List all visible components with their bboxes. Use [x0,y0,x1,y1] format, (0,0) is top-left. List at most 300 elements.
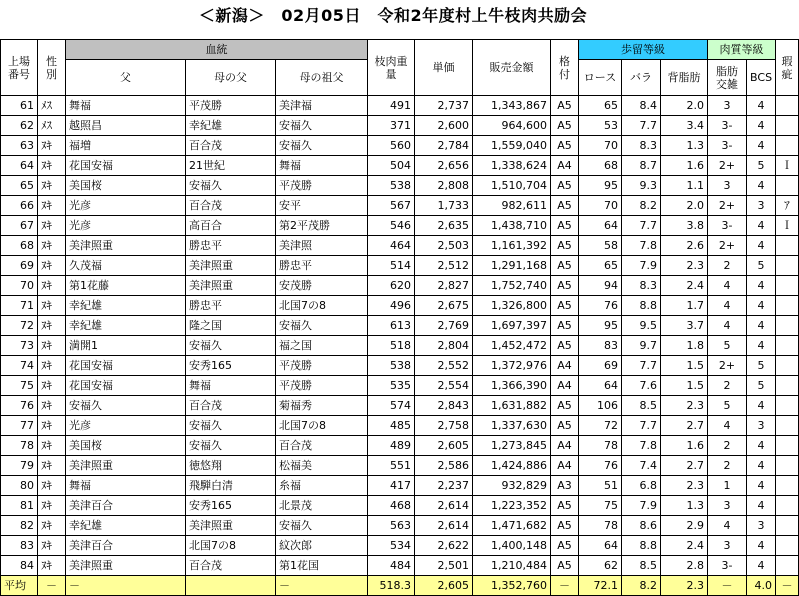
cell-dam-grandsire: 美津福 [276,96,368,116]
cell-rib: 7.9 [622,256,661,276]
cell-grade: A5 [551,116,579,136]
cell-marbling: 2+ [708,356,747,376]
cell-sex: ﾇｷ [38,176,66,196]
cell-defect [776,116,799,136]
cell-dam-grandsire: 平茂勝 [276,356,368,376]
table-row [1,196,799,216]
cell-defect [776,336,799,356]
header-dam-grandsire: 母の祖父 [276,60,368,96]
cell-rib: 8.7 [622,156,661,176]
table-row [1,456,799,476]
cell-unit-price: 1,733 [415,196,473,216]
header-unit-price: 単価 [415,40,473,96]
cell-average-defect: － [776,576,799,596]
cell-sex: ﾇｷ [38,336,66,356]
cell-rib: 7.4 [622,456,661,476]
cell-grade: A5 [551,236,579,256]
cell-lot-no: 77 [1,416,38,436]
cell-sire: 花国安福 [66,356,186,376]
cell-defect [776,356,799,376]
cell-average-unit-price: 2,605 [415,576,473,596]
table-row [1,556,799,576]
table-row [1,336,799,356]
cell-grade: A4 [551,156,579,176]
cell-grade: A5 [551,196,579,216]
header-back-fat: 背脂肪 [661,60,708,96]
cell-sire: 福増 [66,136,186,156]
cell-loin: 76 [579,456,622,476]
cell-loin: 106 [579,396,622,416]
cell-weight: 489 [368,436,415,456]
cell-loin: 76 [579,296,622,316]
cell-marbling: 3- [708,136,747,156]
cell-dam-sire: 幸紀雄 [186,116,276,136]
cell-unit-price: 2,512 [415,256,473,276]
cell-defect [776,316,799,336]
cell-back-fat: 3.8 [661,216,708,236]
cell-defect [776,376,799,396]
cell-unit-price: 2,586 [415,456,473,476]
cell-rib: 8.6 [622,516,661,536]
cell-sire: 舞福 [66,476,186,496]
cell-weight: 546 [368,216,415,236]
cell-loin: 64 [579,536,622,556]
cell-dam-grandsire: 第1花国 [276,556,368,576]
cell-rib: 8.2 [622,196,661,216]
table-row [1,536,799,556]
cell-bcs: 4 [747,316,776,336]
cell-marbling: 4 [708,316,747,336]
table-row [1,156,799,176]
cell-average-grade: － [551,576,579,596]
cell-loin: 95 [579,176,622,196]
cell-bcs: 4 [747,236,776,256]
cell-loin: 53 [579,116,622,136]
table-header [1,40,799,96]
cell-sales-amount: 1,273,845 [473,436,551,456]
cell-bcs: 3 [747,416,776,436]
cell-back-fat: 2.6 [661,236,708,256]
cell-back-fat: 2.4 [661,276,708,296]
cell-bcs: 4 [747,536,776,556]
header-carcass-weight: 枝肉重量 [368,40,415,96]
cell-average-dam-grandsire: － [276,576,368,596]
cell-sex: ﾇｷ [38,436,66,456]
cell-sales-amount: 932,829 [473,476,551,496]
cell-dam-sire: 安福久 [186,176,276,196]
cell-bcs: 4 [747,476,776,496]
cell-grade: A5 [551,556,579,576]
cell-grade: A5 [551,136,579,156]
cell-grade: A4 [551,456,579,476]
table-row [1,376,799,396]
cell-sire: 美国桜 [66,436,186,456]
cell-loin: 69 [579,356,622,376]
cell-unit-price: 2,784 [415,136,473,156]
cell-sex: ﾒｽ [38,116,66,136]
cell-marbling: 2+ [708,156,747,176]
cell-dam-sire: 安福久 [186,336,276,356]
table-row [1,396,799,416]
cell-weight: 538 [368,176,415,196]
table-row [1,216,799,236]
cell-marbling: 3- [708,556,747,576]
cell-lot-no: 83 [1,536,38,556]
cell-dam-sire: 百合茂 [186,396,276,416]
cell-unit-price: 2,737 [415,96,473,116]
cell-lot-no: 71 [1,296,38,316]
cell-back-fat: 2.7 [661,416,708,436]
cell-sales-amount: 1,559,040 [473,136,551,156]
cell-rib: 7.8 [622,236,661,256]
cell-sire: 舞福 [66,96,186,116]
cell-loin: 83 [579,336,622,356]
cell-defect [776,296,799,316]
table-row [1,256,799,276]
cell-average-loin: 72.1 [579,576,622,596]
cell-weight: 491 [368,96,415,116]
cell-back-fat: 3.7 [661,316,708,336]
cell-lot-no: 78 [1,436,38,456]
cell-loin: 70 [579,136,622,156]
cell-loin: 58 [579,236,622,256]
cell-back-fat: 2.0 [661,196,708,216]
cell-dam-grandsire: 安福久 [276,116,368,136]
cell-defect [776,236,799,256]
cell-average-rib: 8.2 [622,576,661,596]
cell-rib: 8.5 [622,396,661,416]
cell-back-fat: 2.3 [661,256,708,276]
cell-loin: 64 [579,376,622,396]
cell-sales-amount: 1,471,682 [473,516,551,536]
cell-defect [776,276,799,296]
cell-dam-sire: 隆之国 [186,316,276,336]
cell-defect: Ｉ [776,156,799,176]
cell-grade: A5 [551,296,579,316]
cell-grade: A5 [551,336,579,356]
cell-loin: 78 [579,516,622,536]
cell-average-marbling: － [708,576,747,596]
header-grade: 格付 [551,40,579,96]
cell-sire: 第1花藤 [66,276,186,296]
header-loin: ロース [579,60,622,96]
header-sire: 父 [66,60,186,96]
cell-lot-no: 74 [1,356,38,376]
cell-loin: 62 [579,556,622,576]
cell-sire: 幸紀雄 [66,296,186,316]
cell-back-fat: 2.3 [661,476,708,496]
cell-sales-amount: 1,338,624 [473,156,551,176]
cell-rib: 7.6 [622,376,661,396]
cell-average-weight: 518.3 [368,576,415,596]
cell-defect [776,496,799,516]
cell-sales-amount: 1,343,867 [473,96,551,116]
cell-defect [776,96,799,116]
cell-average-sex: － [38,576,66,596]
cell-lot-no: 70 [1,276,38,296]
cell-lot-no: 76 [1,396,38,416]
cell-back-fat: 1.1 [661,176,708,196]
cell-back-fat: 2.8 [661,556,708,576]
cell-dam-sire: 美津照重 [186,256,276,276]
cell-loin: 64 [579,216,622,236]
cell-sales-amount: 1,326,800 [473,296,551,316]
cell-unit-price: 2,552 [415,356,473,376]
cell-marbling: 3 [708,496,747,516]
cell-rib: 7.7 [622,116,661,136]
cell-grade: A4 [551,356,579,376]
cell-bcs: 4 [747,276,776,296]
cell-rib: 8.5 [622,556,661,576]
cell-back-fat: 3.4 [661,116,708,136]
cell-sales-amount: 1,223,352 [473,496,551,516]
cell-grade: A5 [551,256,579,276]
table-row [1,276,799,296]
table-row [1,96,799,116]
cell-lot-no: 67 [1,216,38,236]
cell-lot-no: 64 [1,156,38,176]
cell-sex: ﾇｷ [38,296,66,316]
cell-dam-grandsire: 舞福 [276,156,368,176]
cell-weight: 613 [368,316,415,336]
cell-back-fat: 1.6 [661,436,708,456]
cell-dam-grandsire: 平茂勝 [276,176,368,196]
cell-weight: 560 [368,136,415,156]
cell-dam-sire: 美津照重 [186,516,276,536]
cell-rib: 8.8 [622,296,661,316]
cell-weight: 563 [368,516,415,536]
cell-lot-no: 69 [1,256,38,276]
cell-rib: 9.5 [622,316,661,336]
cell-defect [776,516,799,536]
cell-sex: ﾇｷ [38,356,66,376]
cell-dam-sire: 飛騨白清 [186,476,276,496]
cell-sales-amount: 1,510,704 [473,176,551,196]
table-row [1,356,799,376]
table-row [1,296,799,316]
cell-grade: A5 [551,276,579,296]
cell-grade: A5 [551,496,579,516]
table-body [1,96,799,596]
cell-unit-price: 2,237 [415,476,473,496]
cell-marbling: 2 [708,456,747,476]
cell-dam-grandsire: 紋次郎 [276,536,368,556]
cell-bcs: 5 [747,256,776,276]
cell-grade: A5 [551,416,579,436]
cell-defect [776,416,799,436]
cell-sales-amount: 1,452,472 [473,336,551,356]
table-row [1,496,799,516]
cell-dam-grandsire: 糸福 [276,476,368,496]
cell-loin: 65 [579,96,622,116]
cell-marbling: 4 [708,296,747,316]
cell-defect [776,176,799,196]
cell-dam-sire: 高百合 [186,216,276,236]
cell-defect [776,436,799,456]
header-pedigree: 血統 [66,40,368,60]
cell-loin: 68 [579,156,622,176]
cell-sales-amount: 982,611 [473,196,551,216]
cell-defect [776,136,799,156]
cell-weight: 496 [368,296,415,316]
cell-weight: 551 [368,456,415,476]
cell-defect [776,476,799,496]
cell-weight: 534 [368,536,415,556]
cell-sex: ﾇｷ [38,536,66,556]
cell-dam-grandsire: 菊福秀 [276,396,368,416]
cell-bcs: 3 [747,516,776,536]
cell-grade: A5 [551,216,579,236]
table-row [1,136,799,156]
cell-lot-no: 75 [1,376,38,396]
header-meat-grade: 肉質等級 [708,40,776,60]
cell-defect [776,456,799,476]
cell-marbling: 3- [708,216,747,236]
header-sales-amount: 販売金額 [473,40,551,96]
table-row [1,236,799,256]
cell-back-fat: 2.4 [661,536,708,556]
cell-grade: A5 [551,316,579,336]
cell-sire: 花国安福 [66,156,186,176]
cell-weight: 538 [368,356,415,376]
cell-sire: 花国安福 [66,376,186,396]
cell-sex: ﾒｽ [38,96,66,116]
cell-dam-grandsire: 安福久 [276,516,368,536]
cell-marbling: 4 [708,276,747,296]
cell-sales-amount: 1,697,397 [473,316,551,336]
cell-rib: 8.4 [622,96,661,116]
cell-back-fat: 2.0 [661,96,708,116]
cell-grade: A4 [551,436,579,456]
cell-defect [776,256,799,276]
cell-average-label: 平均 [1,576,38,596]
cell-bcs: 4 [747,436,776,456]
cell-sales-amount: 1,161,392 [473,236,551,256]
cell-bcs: 5 [747,356,776,376]
cell-unit-price: 2,600 [415,116,473,136]
cell-lot-no: 80 [1,476,38,496]
cell-rib: 7.7 [622,356,661,376]
cell-rib: 9.7 [622,336,661,356]
cell-sire: 美津照重 [66,556,186,576]
cell-bcs: 4 [747,456,776,476]
cell-bcs: 4 [747,336,776,356]
cell-rib: 7.9 [622,496,661,516]
cell-back-fat: 2.3 [661,396,708,416]
cell-sex: ﾇｷ [38,136,66,156]
cell-grade: A5 [551,536,579,556]
cell-dam-grandsire: 安平 [276,196,368,216]
cell-sales-amount: 1,438,710 [473,216,551,236]
cell-defect: ｱ [776,196,799,216]
cell-unit-price: 2,501 [415,556,473,576]
table-row [1,116,799,136]
cell-sire: 越照昌 [66,116,186,136]
cell-back-fat: 1.8 [661,336,708,356]
cell-dam-sire: 百合茂 [186,196,276,216]
cell-bcs: 5 [747,156,776,176]
cell-sire: 美津照重 [66,456,186,476]
cell-sales-amount: 1,400,148 [473,536,551,556]
cell-back-fat: 1.3 [661,496,708,516]
cell-sex: ﾇｷ [38,556,66,576]
cell-lot-no: 82 [1,516,38,536]
cell-weight: 484 [368,556,415,576]
cell-dam-sire: 21世紀 [186,156,276,176]
cell-sire: 美津百合 [66,496,186,516]
cell-bcs: 5 [747,376,776,396]
cell-dam-grandsire: 百合茂 [276,436,368,456]
cell-bcs: 4 [747,296,776,316]
cell-grade: A4 [551,376,579,396]
cell-lot-no: 68 [1,236,38,256]
cell-grade: A5 [551,96,579,116]
cell-dam-grandsire: 安福久 [276,316,368,336]
cell-bcs: 3 [747,196,776,216]
cell-defect: Ｉ [776,216,799,236]
cell-rib: 9.3 [622,176,661,196]
cell-loin: 70 [579,196,622,216]
cell-rib: 7.7 [622,216,661,236]
cell-lot-no: 73 [1,336,38,356]
cell-sex: ﾇｷ [38,196,66,216]
cell-sex: ﾇｷ [38,396,66,416]
cell-rib: 6.8 [622,476,661,496]
cell-loin: 51 [579,476,622,496]
cell-loin: 72 [579,416,622,436]
cell-marbling: 2 [708,256,747,276]
cell-unit-price: 2,614 [415,516,473,536]
cell-marbling: 2+ [708,196,747,216]
cell-lot-no: 81 [1,496,38,516]
cell-loin: 75 [579,496,622,516]
cell-sex: ﾇｷ [38,376,66,396]
cell-dam-grandsire: 北国7の8 [276,296,368,316]
header-bcs: BCS [747,60,776,96]
cell-dam-sire: 平茂勝 [186,96,276,116]
cell-sire: 幸紀雄 [66,316,186,336]
cell-unit-price: 2,675 [415,296,473,316]
cell-marbling: 3 [708,176,747,196]
cell-average-back-fat: 2.3 [661,576,708,596]
cell-bcs: 4 [747,96,776,116]
cell-sex: ﾇｷ [38,516,66,536]
cell-sex: ﾇｷ [38,216,66,236]
cell-grade: A3 [551,476,579,496]
cell-grade: A5 [551,516,579,536]
header-marbling: 脂肪交雑 [708,60,747,96]
cell-average-sales-amount: 1,352,760 [473,576,551,596]
cell-bcs: 4 [747,116,776,136]
cell-back-fat: 1.3 [661,136,708,156]
cell-sales-amount: 1,372,976 [473,356,551,376]
header-sex: 性別 [38,40,66,96]
cell-sire: 満開1 [66,336,186,356]
header-dam-sire: 母の父 [186,60,276,96]
cell-unit-price: 2,758 [415,416,473,436]
cell-loin: 94 [579,276,622,296]
cell-rib: 8.3 [622,276,661,296]
cell-unit-price: 2,503 [415,236,473,256]
cell-bcs: 4 [747,176,776,196]
cell-sire: 光彦 [66,216,186,236]
cell-bcs: 4 [747,496,776,516]
cell-sex: ﾇｷ [38,156,66,176]
cell-unit-price: 2,827 [415,276,473,296]
cell-sex: ﾇｷ [38,496,66,516]
page-title: ＜新潟＞ 02月05日 令和2年度村上牛枝肉共励会 [198,6,588,25]
cell-weight: 567 [368,196,415,216]
